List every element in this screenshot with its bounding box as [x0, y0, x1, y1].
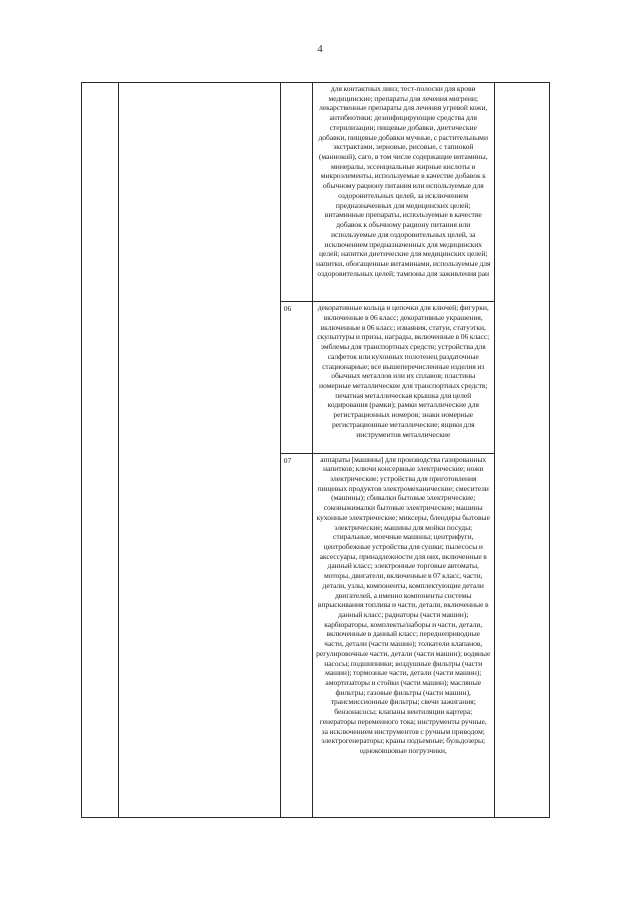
goods-cell — [312, 83, 494, 302]
goods-list: для контактных линз; тест-полоски для крови медицинские; препараты для лечения мигрени; лекарственные препараты для лечения угревой кожи, антибиотики; дезинфицирующие средства для стерилизации; пищевые добавки, диетические добавки, пищевые добавки мучные, с растительными экстрактами, зерновые, рисовые, с тапиокой (маниокой), саго, в том числе содержащие витамины, минералы, эссенциальные жирные кислоты и микроэлементы, используемые в качестве добавок к обычному рациону питания или используемые для оздоровительных целей, за исключением предназначенных для медицинских целей; витаминные препараты, используемые в качестве добавок к обычному рациону питания или используемые для оздоровительных целей, за исключением предназначенных для медицинских целей; напитки диетические для медицинских целей; напитки, обогащенные витаминами, используемые для оздоровительных целей; тампоны для заживления ран — [316, 84, 491, 278]
table-row — [82, 83, 550, 302]
empty-cell-last — [494, 83, 550, 818]
goods-services-table — [81, 82, 550, 818]
page-number: 4 — [317, 43, 323, 55]
goods-list: декоративные кольца и цепочки для ключей; фигурки, включенные в 06 класс; декоративные украшения, включенные в 06 класс; изваяния, статуи, статуэтки, скульптуры и призы, награды, включенные в 06 класс; эмблемы для транспортных средств; устройства для салфеток или кухонных полотенец раздаточные стационарные; все вышеперечисленные изделия из обычных металлов или их сплавов; пластины номерные металлические для транспортных средств; печатная металлическая крышка для целей кодирования (рамки); рамки металлические для регистрационных номеров; знаки номерные регистрационные металлические; ящики для инструментов металлические — [317, 303, 490, 439]
class-number-cell — [280, 302, 312, 453]
class-number: 07 — [283, 455, 292, 465]
goods-list: аппараты [машины] для производства газированных напитков; ключи консервные электрические; ножи электрические; устройства для приготовления пищевых продуктов электромеханические; смесители (машины); сбивалки бытовые электрические; соковыжималки бытовые электрические; машины кухонные электрические; миксеры, блендеры бытовые электрические; машины для мойки посуды; стиральные, моечные машины; центрифуги, центробежные устройства для сушки; пылесосы и аксессуары, принадлежности для них, включенные в данный класс; электронные торговые автоматы, моторы, двигатели, включенные в 07 класс, части, детали, узлы, компоненты, комплектующие детали двигателей, а именно компоненты системы впрыскивания топлива и части, детали, включенные в данный класс; радиаторы (части машин); карбюраторы, комплекты/наборы и части, детали, включенные в данный класс; переднеприводные части, детали (части машин); толкатели клапанов, регулировочные части, детали (части машин); водяные насосы; подшипники; воздушные фильтры (части машин); тормозные части, детали (части машин); амортизаторы и стойки (части машин); масляные фильтры; газовые фильтры (части машин), трансмиссионные фильтры; свечи зажигания; бензонасосы; клапаны вентиляции картера; генераторы переменного тока; инструменты ручные, за исключением инструментов с ручным приводом; электрогенераторы; краны подъемные; бульдозеры; одноковшовые погрузчики, — [316, 454, 491, 756]
goods-cell — [312, 302, 494, 453]
class-number: 06 — [283, 304, 292, 314]
goods-cell — [312, 453, 494, 818]
empty-cell-first — [82, 83, 119, 818]
class-number-cell — [280, 453, 312, 818]
class-number-cell — [280, 83, 312, 302]
empty-cell-second — [119, 83, 280, 818]
class-number — [281, 83, 312, 87]
